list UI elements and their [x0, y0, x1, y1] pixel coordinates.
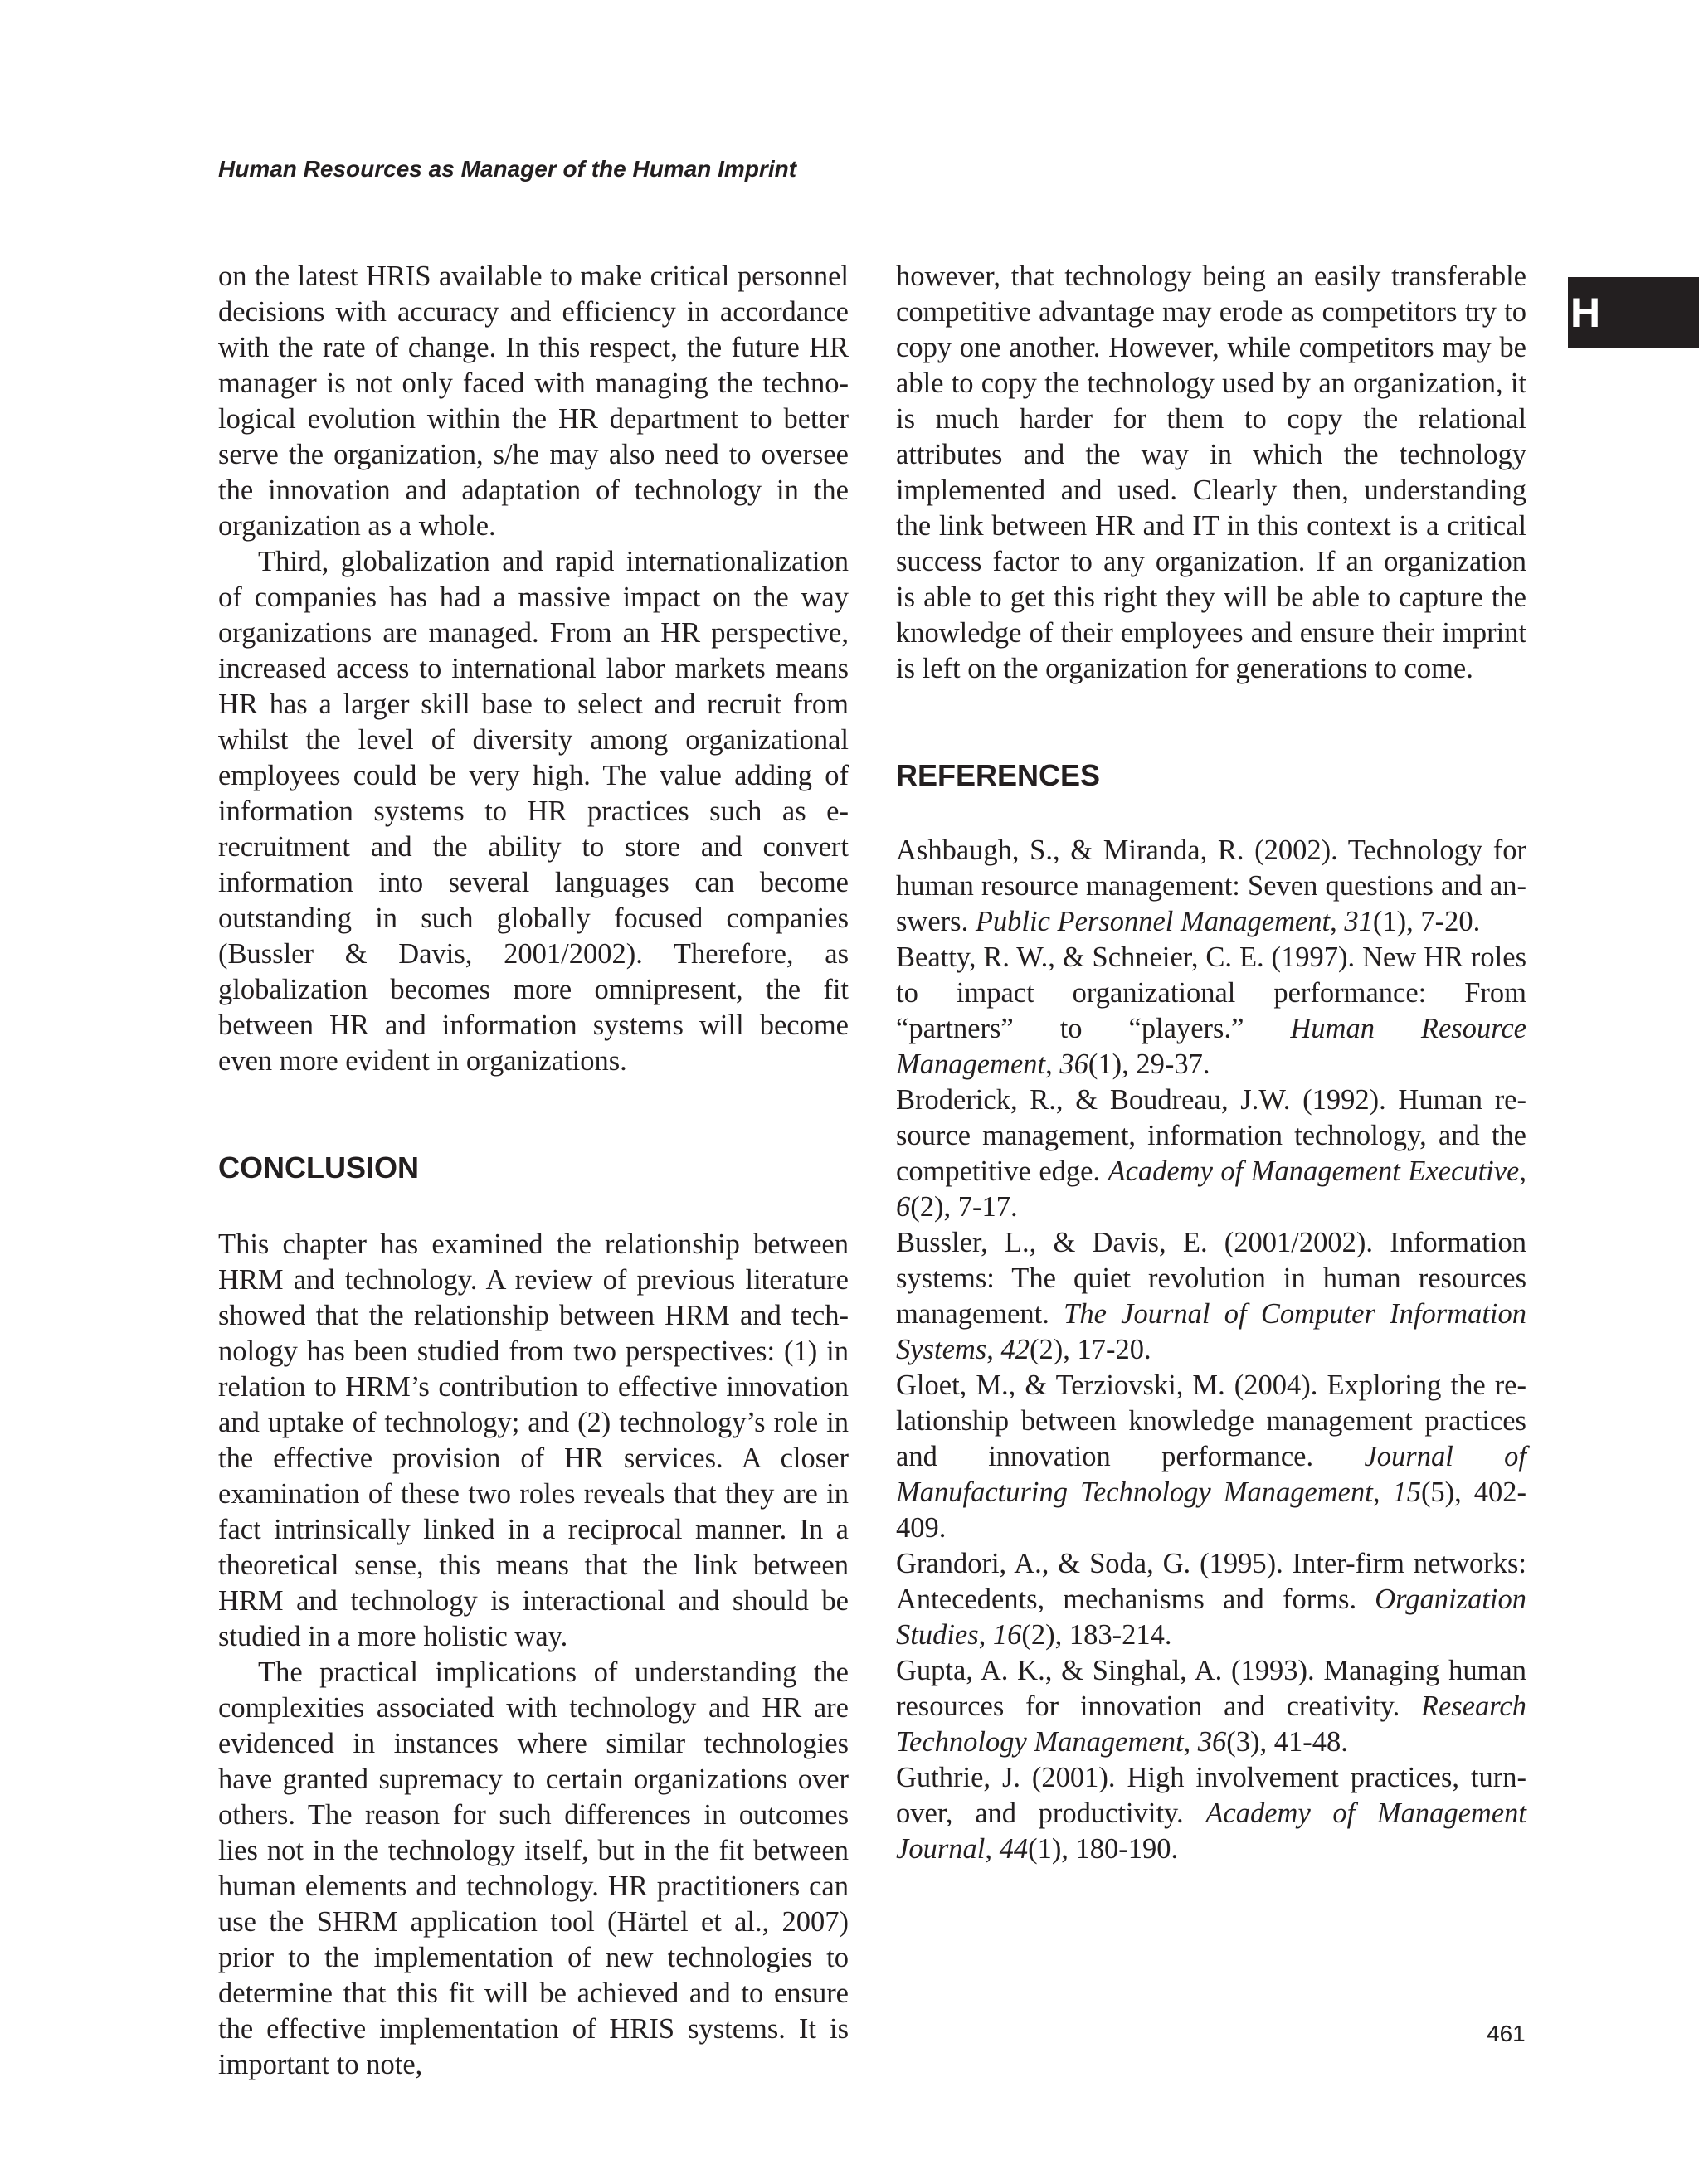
reference-list	[896, 833, 1526, 1867]
section-tab-letter: H	[1568, 277, 1699, 348]
running-head: Human Resources as Manager of the Human Imprint	[218, 156, 797, 182]
body-paragraph: however, that technology being an easily transferable competitive advantage may erode as competitors try to copy one another. However, while competitors may be able to copy the technology used by an organization, it is much harder for them to copy the relational attributes and the way in which the technology implemented and used. Clearly then, understanding the link between HR and IT in this context is a critical success factor to any organization. If an organization is able to get this right they will be able to capture the knowledge of their employees and ensure their imprint is left on the organization for generations to come.	[896, 260, 1526, 684]
references-heading: REFERENCES	[896, 758, 1101, 792]
reference-item: Guthrie, J. (2001). High involvement practices, turnover, and productivity. Academy of Management Journal, 44(1), 180-190.	[896, 1762, 1526, 1865]
body-paragraph: Third, globalization and rapid internationalization of companies has had a massive impact on the way organizations are managed. From an HR perspective, increased access to international labor markets means HR has a larger skill base to select and recruit from whilst the level of diversity among organizational employees could be very high. The value adding of information systems to HR practices such as e-recruitment and the ability to store and convert information into several languages can become outstanding in such globally focused companies (Bussler & Davis, 2001/2002). Therefore, as globalization becomes more omnipresent, the fit between HR and information systems will become even more evident in organizations.	[218, 546, 849, 1077]
body-paragraph: This chapter has examined the relationship between HRM and technology. A review of previous literature showed that the relationship between HRM and technology has been studied from two perspectives: (1) in relation to HRM’s contribution to effective innovation and uptake of technology; and (2) technology’s role in the effective provision of HR services. A closer examination of these two roles reveals that they are in fact intrinsically linked in a reciprocal manner. In a theoretical sense, this means that the link between HRM and technology is interactional and should be studied in a more holistic way.	[218, 1228, 849, 1652]
reference-item: Beatty, R. W., & Schneier, C. E. (1997). New HR roles to impact organizational performance: From “partners” to “players.” Human Resource Management, 36(1), 29-37.	[896, 941, 1526, 1080]
reference-item: Bussler, L., & Davis, E. (2001/2002). Information systems: The quiet revolution in human resources management. The Journal of Computer Information Systems, 42(2), 17-20.	[896, 1227, 1526, 1365]
reference-item: Gupta, A. K., & Singhal, A. (1993). Managing human resources for innovation and creativity. Research Technology Management, 36(3), 41-48.	[896, 1655, 1526, 1758]
left-column	[218, 259, 849, 2083]
page-number: 461	[1487, 2021, 1526, 2046]
reference-item: Gloet, M., & Terziovski, M. (2004). Exploring the relationship between knowledge management practices and innovation performance. Journal of Manufacturing Technology Management, 15(5), 402-409.	[896, 1369, 1526, 1544]
conclusion-heading: CONCLUSION	[218, 1150, 419, 1184]
reference-item: Grandori, A., & Soda, G. (1995). Inter-firm networks: Antecedents, mechanisms and forms. Organization Studies, 16(2), 183-214.	[896, 1548, 1526, 1651]
body-paragraph: on the latest HRIS available to make critical personnel decisions with accuracy and efficiency in accordance with the rate of change. In this respect, the future HR manager is not only faced with managing the technological evolution within the HR department to better serve the organization, s/he may also need to oversee the innovation and adaptation of technology in the organization as a whole.	[218, 260, 849, 542]
reference-item: Broderick, R., & Boudreau, J.W. (1992). Human resource management, information technology, and the competitive edge. Academy of Management Executive, 6(2), 7-17.	[896, 1084, 1526, 1223]
reference-item: Ashbaugh, S., & Miranda, R. (2002). Technology for human resource management: Seven questions and answers. Public Personnel Management, 31(1), 7-20.	[896, 834, 1526, 937]
body-paragraph: The practical implications of understanding the complexities associated with technology and HR are evidenced in instances where similar technologies have granted supremacy to certain organizations over others. The reason for such differences in outcomes lies not in the technology itself, but in the fit between human elements and technology. HR practitioners can use the SHRM application tool (Härtel et al., 2007) prior to the implementation of new technologies to determine that this fit will be achieved and to ensure the effective implementation of HRIS systems. It is important to note,	[218, 1656, 849, 2080]
right-column	[896, 259, 1526, 1867]
